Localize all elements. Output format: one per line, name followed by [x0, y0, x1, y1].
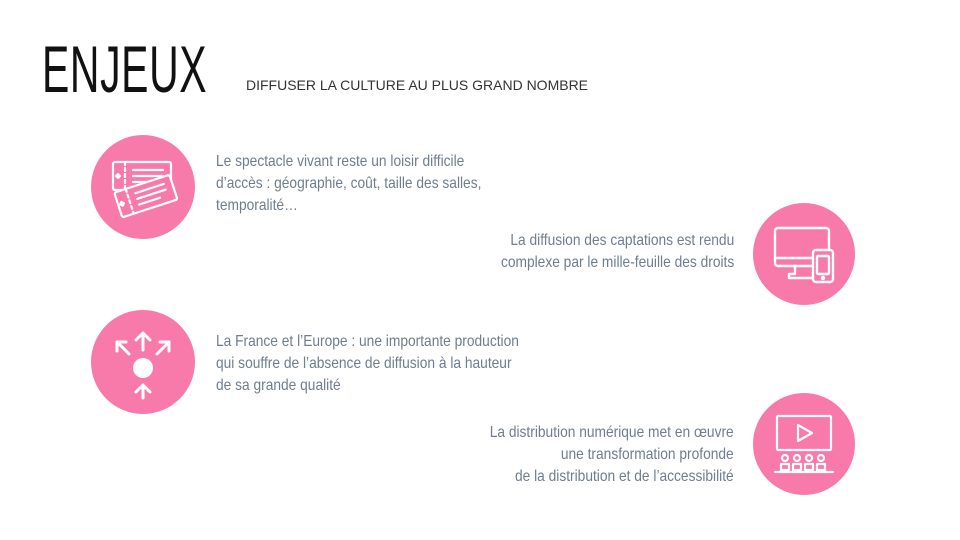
- tickets-icon: [103, 152, 183, 222]
- devices-icon: [769, 222, 839, 286]
- item-1-text: [216, 151, 525, 217]
- tickets-icon-badge: [91, 135, 195, 239]
- spread-arrows-icon-badge: [91, 310, 195, 414]
- item-4-text: [450, 422, 734, 488]
- item-1-line: d’accès : géographie, coût, taille des salles,: [216, 175, 482, 192]
- item-3-line: La France et l’Europe : une importante production: [216, 333, 519, 350]
- item-3-line: qui souffre de l’absence de diffusion à la hauteur: [216, 355, 512, 372]
- item-1-line: temporalité…: [216, 197, 298, 214]
- item-1-line: Le spectacle vivant reste un loisir difficile: [216, 153, 465, 170]
- item-4-line: une transformation profonde: [561, 446, 734, 463]
- screening-room-icon: [769, 412, 839, 476]
- item-2-line: complexe par le mille-feuille des droits: [500, 254, 734, 271]
- item-4-line: La distribution numérique met en œuvre: [490, 424, 734, 441]
- screening-room-icon-badge: [753, 393, 855, 495]
- devices-icon-badge: [753, 203, 855, 305]
- slide-title: ENJEUX: [42, 32, 208, 106]
- item-2-line: La diffusion des captations est rendu: [510, 232, 734, 249]
- item-4-line: de la distribution et de l’accessibilité: [515, 468, 734, 485]
- item-2-text: [463, 230, 734, 274]
- item-3-text: [216, 331, 568, 397]
- slide-subtitle: DIFFUSER LA CULTURE AU PLUS GRAND NOMBRE: [246, 77, 589, 93]
- item-3-line: de sa grande qualité: [216, 377, 341, 394]
- spread-arrows-icon: [103, 322, 183, 402]
